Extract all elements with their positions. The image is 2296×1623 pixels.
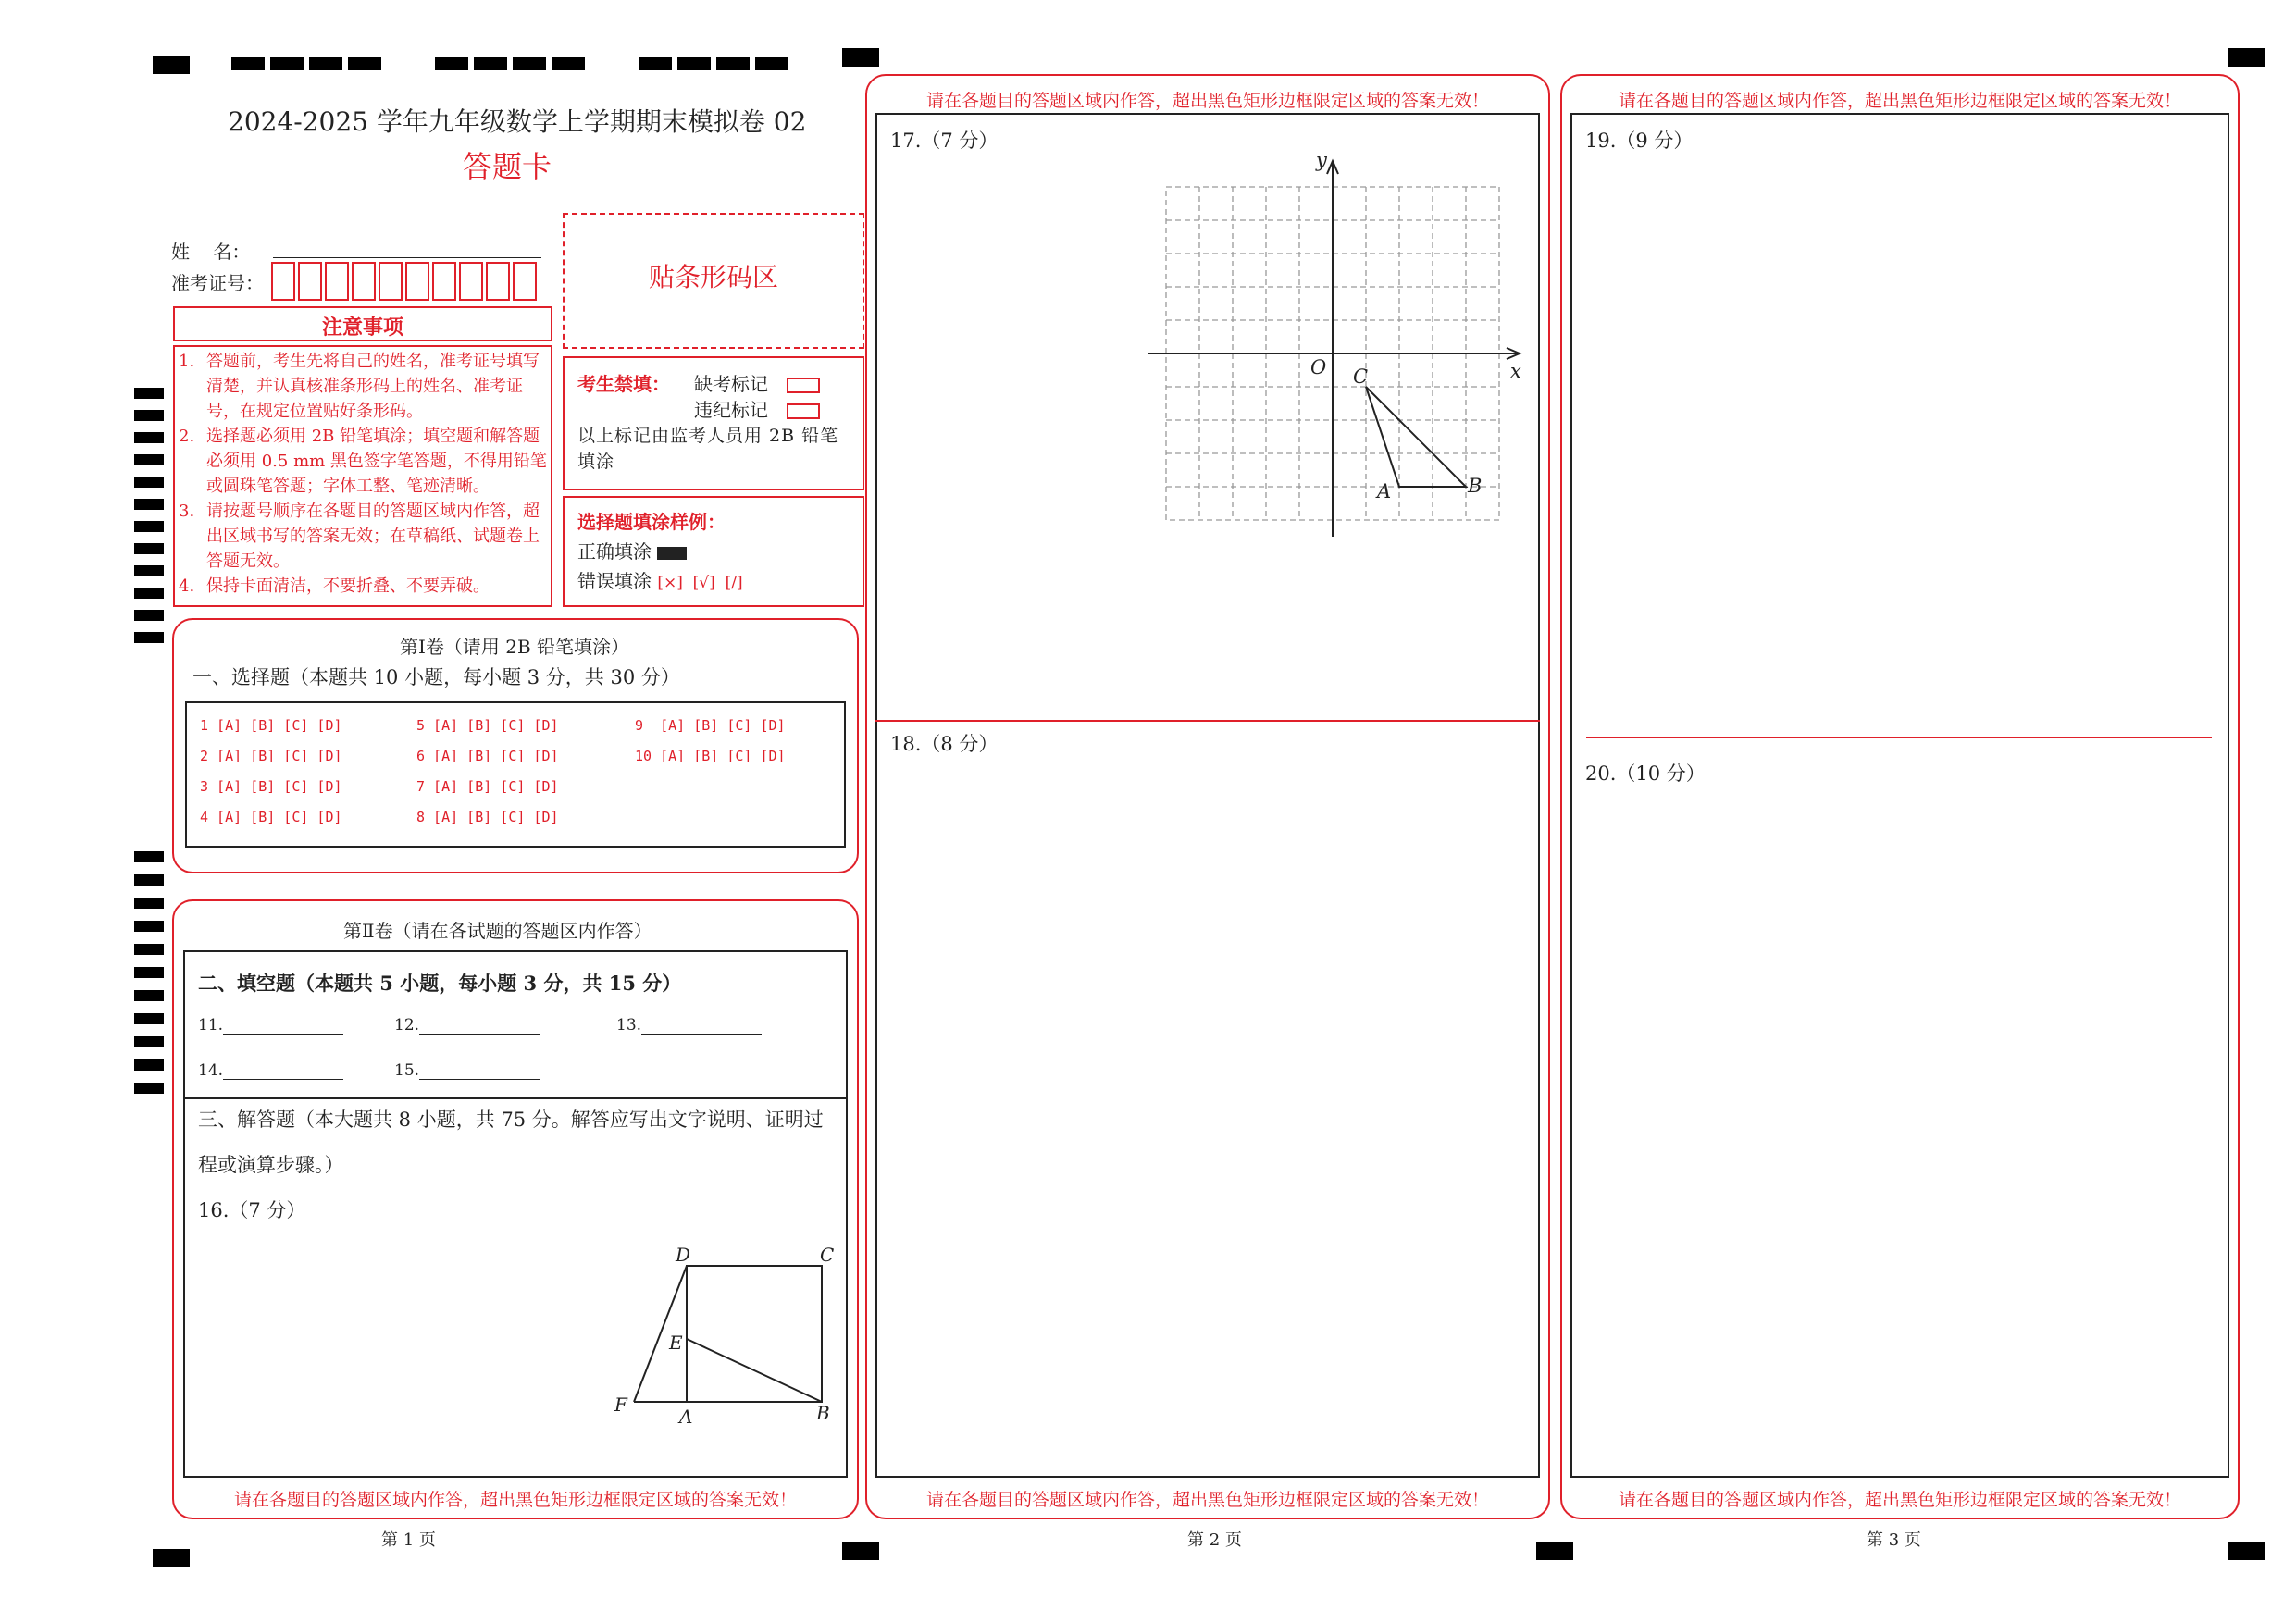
fig17-label-x: x [1510, 360, 1521, 382]
page-number-1: 第 1 页 [381, 1530, 436, 1550]
fill-section-title: 二、填空题（本题共 5 小题，每小题 3 分，共 15 分） [198, 972, 682, 995]
q19-q20-divider [1586, 737, 2212, 738]
forbidden-box [563, 356, 864, 490]
fig16-label-e: E [669, 1332, 683, 1354]
fill-example-box [563, 496, 864, 607]
notice-item-2: 2. 选择题必须用 2B 铅笔填涂；填空题和解答题必须用 0.5 mm 黑色签字笔答题，不得用铅笔或圆珠笔答题；字体工整、笔迹清晰。 [179, 427, 547, 496]
mcq-2[interactable]: 2 [A] [B] [C] [D] [200, 748, 342, 764]
figure-17-coordinate-grid [1148, 148, 1536, 546]
blank-15[interactable]: 15. [394, 1061, 540, 1080]
question-18-label: 18.（8 分） [890, 733, 999, 755]
name-field[interactable] [273, 257, 541, 258]
notice-item-4: 4. 保持卡面清洁，不要折叠、不要弄破。 [179, 576, 490, 596]
barcode-area [563, 213, 864, 349]
fig16-line-eb [687, 1339, 822, 1402]
forbidden-note: 以上标记由监考人员用 2B 铅笔填涂 [577, 426, 839, 472]
blank-11[interactable]: 11. [198, 1016, 343, 1035]
notice-header [173, 306, 552, 341]
notice-item-1: 1. 答题前，考生先将自己的姓名，准考证号填写清楚，并认真核准条形码上的姓名、准考证号，在规定位置贴好条形码。 [179, 352, 540, 421]
warning-page-3-top: 请在各题目的答题区域内作答，超出黑色矩形边框限定区域的答案无效！ [1618, 91, 2181, 111]
wrong-marks: [×] [√] [/] [657, 574, 743, 592]
mcq-9[interactable]: 9 [A] [B] [C] [D] [635, 717, 786, 734]
fig17-label-y: y [1316, 149, 1327, 171]
fig16-label-f: F [614, 1394, 627, 1416]
fig17-label-b: B [1468, 475, 1483, 497]
fig16-label-a: A [679, 1406, 693, 1428]
mcq-8[interactable]: 8 [A] [B] [C] [D] [416, 809, 559, 825]
answer-card-title: 答题卡 [463, 149, 552, 184]
volume-1-title: 第Ⅰ卷（请用 2B 铅笔填涂） [400, 636, 630, 658]
notice-title: 注意事项 [321, 316, 403, 340]
exam-title: 2024-2025 学年九年级数学上学期期末模拟卷 02 [228, 106, 807, 137]
solve-section-title-line1: 三、解答题（本大题共 8 小题，共 75 分。解答应写出文字说明、证明过 [198, 1109, 824, 1131]
warning-page-1: 请在各题目的答题区域内作答，超出黑色矩形边框限定区域的答案无效！ [233, 1490, 797, 1510]
figure-16 [602, 1235, 842, 1430]
blank-12[interactable]: 12. [394, 1016, 540, 1035]
mcq-5[interactable]: 5 [A] [B] [C] [D] [416, 717, 559, 734]
fig16-label-b: B [816, 1402, 830, 1424]
fig16-label-d: D [676, 1244, 691, 1266]
blank-14[interactable]: 14. [198, 1061, 343, 1080]
mcq-4[interactable]: 4 [A] [B] [C] [D] [200, 809, 342, 825]
blank-13[interactable]: 13. [616, 1016, 762, 1035]
filled-example-icon [657, 547, 687, 560]
mcq-1[interactable]: 1 [A] [B] [C] [D] [200, 717, 342, 734]
question-17-label: 17.（7 分） [890, 130, 999, 152]
barcode-label: 贴条形码区 [648, 262, 778, 292]
fig17-label-a: A [1377, 480, 1392, 502]
mcq-section-title: 一、选择题（本题共 10 小题，每小题 3 分，共 30 分） [192, 666, 680, 688]
warning-page-2-top: 请在各题目的答题区域内作答，超出黑色矩形边框限定区域的答案无效！ [925, 91, 1489, 111]
page-number-3: 第 3 页 [1867, 1530, 1921, 1550]
mcq-3[interactable]: 3 [A] [B] [C] [D] [200, 778, 342, 795]
fig16-square-abcd [687, 1266, 822, 1402]
correct-fill: 正确填涂 [577, 537, 687, 564]
q17-q18-divider [875, 720, 1540, 722]
question-19-label: 19.（9 分） [1585, 130, 1694, 152]
page-3-answer-box [1570, 113, 2229, 1478]
fig17-triangle-abc [1366, 387, 1466, 487]
mcq-6[interactable]: 6 [A] [B] [C] [D] [416, 748, 559, 764]
solve-section-title-line2: 程或演算步骤。） [198, 1154, 344, 1176]
absent-mark[interactable]: 缺考标记 [694, 369, 820, 396]
violation-mark[interactable]: 违纪标记 [694, 395, 820, 422]
warning-page-2-bottom: 请在各题目的答题区域内作答，超出黑色矩形边框限定区域的答案无效！ [925, 1490, 1489, 1510]
mcq-7[interactable]: 7 [A] [B] [C] [D] [416, 778, 559, 795]
question-16-label: 16.（7 分） [198, 1199, 306, 1221]
name-label: 姓 名： [171, 241, 251, 263]
fig17-label-o: O [1310, 356, 1327, 378]
question-20-label: 20.（10 分） [1585, 762, 1706, 785]
wrong-fill: 错误填涂 [×] [√] [/] [577, 570, 743, 592]
page-number-2: 第 2 页 [1187, 1530, 1242, 1550]
fig16-label-c: C [820, 1244, 835, 1266]
forbidden-label: 考生禁填： [577, 373, 670, 395]
section-2-divider [183, 1097, 848, 1099]
mcq-10[interactable]: 10 [A] [B] [C] [D] [635, 748, 786, 764]
fig17-label-c: C [1353, 365, 1369, 388]
fill-example-title: 选择题填涂样例： [577, 511, 726, 533]
notice-item-3: 3. 请按题号顺序在各题目的答题区域内作答，超出区域书写的答案无效；在草稿纸、试题卷上答题无效。 [179, 502, 540, 571]
warning-page-3-bottom: 请在各题目的答题区域内作答，超出黑色矩形边框限定区域的答案无效！ [1618, 1490, 2181, 1510]
exam-id-label: 准考证号： [171, 272, 264, 294]
volume-2-title: 第Ⅱ卷（请在各试题的答题区内作答） [343, 920, 652, 942]
